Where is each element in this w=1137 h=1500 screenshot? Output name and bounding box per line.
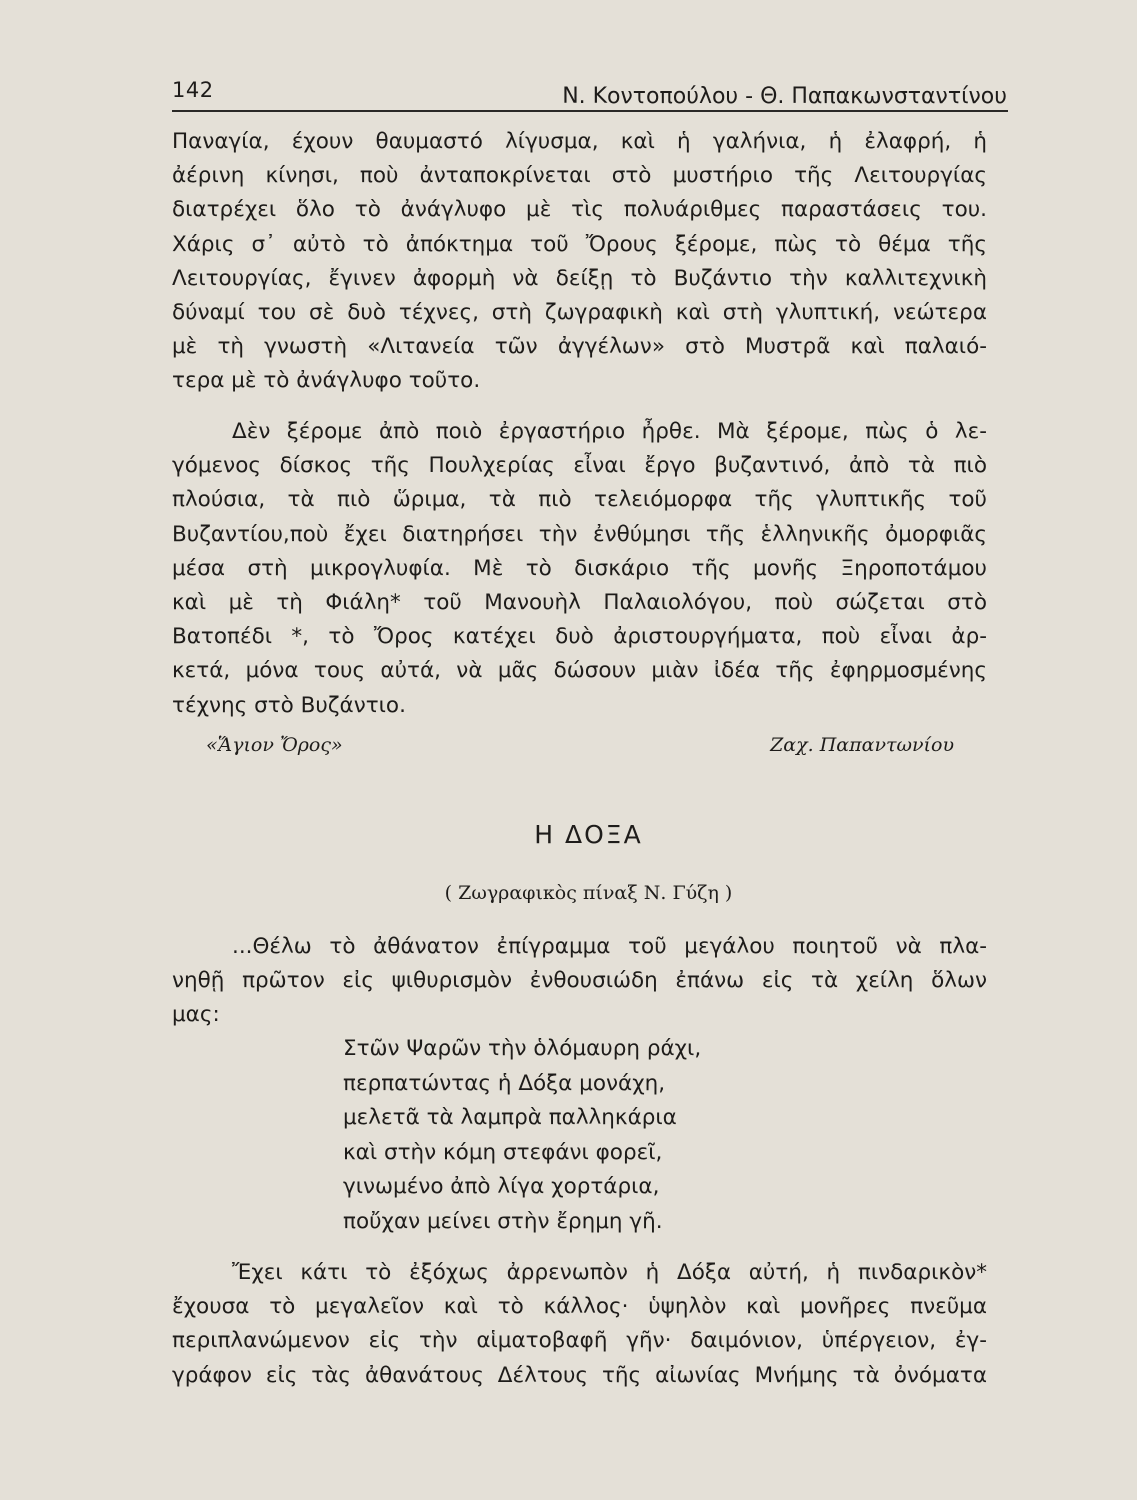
article1-paragraph2 (172, 415, 987, 723)
text-line: τερα μὲ τὸ ἀνάγλυφο τοῦτο. (172, 368, 481, 394)
article2-paragraph (172, 1256, 987, 1393)
text-line: μέσα στὴ μικρογλυφία. Μὲ τὸ δισκάριο τῆς μονῆς Ξηροποτάμου (172, 555, 987, 581)
header-rule (172, 110, 1008, 112)
section-subtitle: ( Ζωγραφικὸς πίναξ Ν. Γύζη ) (444, 882, 733, 904)
poem-line: καὶ στὴν κόμη στεφάνι φορεῖ, (343, 1139, 663, 1165)
poem-line: ποὔχαν μείνει στὴν ἔρημη γῆ. (343, 1208, 663, 1234)
poem-stanza (343, 1032, 701, 1239)
text-line: Παναγία, έχουν θαυμαστό λίγυσμα, καὶ ἡ γαλήνια, ἡ ἐλαφρή, ἡ (172, 129, 987, 154)
text-line: Βυζαντίου,ποὺ ἔχει διατηρήσει τὴν ἐνθύμησι τῆς ἑλληνικῆς ὀμορφιᾶς (172, 521, 987, 547)
text-line: μὲ τὴ γνωστὴ «Λιτανεία τῶν ἀγγέλων» στὸ Μυστρᾶ καὶ παλαιό- (172, 334, 987, 360)
text-line: γόμενος δίσκος τῆς Πουλχερίας εἶναι ἔργο βυζαντινό, ἀπὸ τὰ πιὸ (172, 453, 987, 479)
article2-intro (172, 930, 987, 1033)
text-line: περιπλανώμενον εἰς τὴν αἱματοβαφῆ γῆν· δαιμόνιον, ὑπέργειον, ἐγ- (172, 1328, 987, 1354)
text-line: καὶ μὲ τὴ Φιάλη* τοῦ Μανουὴλ Παλαιολόγου, ποὺ σώζεται στὸ (172, 589, 987, 615)
section-title: Η ΔΟΞΑ (534, 820, 643, 849)
article1-paragraph1 (172, 125, 987, 399)
text-line: Βατοπέδι *, τὸ Ὄρος κατέχει δυὸ ἀριστουργήματα, ποὺ εἶναι ἀρ- (172, 624, 987, 650)
poem-line: Στῶν Ψαρῶν τὴν ὁλόμαυρη ράχι, (343, 1036, 702, 1061)
text-line: πλούσια, τὰ πιὸ ὥριμα, τὰ πιὸ τελειόμορφα τῆς γλυπτικῆς τοῦ (172, 487, 987, 513)
running-title: Ν. Κοντοπούλου - Θ. Παπακωνσταντίνου (562, 84, 1007, 109)
article1-source: «Ἅγιον Ὄρος» (206, 734, 343, 756)
text-line: διατρέχει ὅλο τὸ ἀνάγλυφο μὲ τὶς πολυάριθμες παραστάσεις του. (172, 197, 987, 223)
text-line: Χάρις σ᾽ αὐτὸ τὸ ἀπόκτημα τοῦ Ὄρους ξέρομε, πὼς τὸ θέμα τῆς (172, 231, 987, 257)
text-line: ἀέρινη κίνησι, ποὺ ἀνταποκρίνεται στὸ μυστήριο τῆς Λειτουργίας (172, 163, 987, 189)
text-line: τέχνης στὸ Βυζάντιο. (172, 692, 406, 718)
poem-line: μελετᾶ τὰ λαμπρὰ παλληκάρια (343, 1105, 677, 1130)
text-line: ...Θέλω τὸ ἀθάνατον ἐπίγραμμα τοῦ μεγάλου ποιητοῦ νὰ πλα- (232, 934, 987, 959)
poem-line: περπατώντας ἡ Δόξα μονάχη, (343, 1070, 666, 1096)
text-line: Δὲν ξέρομε ἀπὸ ποιὸ ἐργαστήριο ἦρθε. Μὰ ξέρομε, πὼς ὁ λε- (232, 419, 987, 444)
poem-line: γινωμένο ἀπὸ λίγα χορτάρια, (343, 1174, 660, 1199)
text-line: κετά, μόνα τους αὐτά, νὰ μᾶς δώσουν μιὰν ἰδέα τῆς ἐφηρμοσμένης (172, 658, 987, 684)
text-line: γράφον εἰς τὰς ἀθανάτους Δέλτους τῆς αἰωνίας Μνήμης τὰ ὀνόματα (172, 1362, 987, 1388)
page-number: 142 (172, 78, 214, 102)
text-line: ἔχουσα τὸ μεγαλεῖον καὶ τὸ κάλλος· ὑψηλὸν καὶ μονῆρες πνεῦμα (172, 1294, 987, 1320)
text-line: μας: (172, 1002, 220, 1028)
text-line: Ἔχει κάτι τὸ ἐξόχως ἀρρενωπὸν ἡ Δόξα αὐτή, ἡ πινδαρικὸν* (232, 1260, 987, 1285)
text-line: νηθῇ πρῶτον εἰς ψιθυρισμὸν ἐνθουσιώδη ἐπάνω εἰς τὰ χείλη ὅλων (172, 968, 987, 994)
text-line: Λειτουργίας, ἔγινεν ἀφορμὴ νὰ δείξῃ τὸ Βυζάντιο τὴν καλλιτεχνικὴ (172, 265, 987, 291)
text-line: δύναμί του σὲ δυὸ τέχνες, στὴ ζωγραφικὴ καὶ στὴ γλυπτική, νεώτερα (172, 299, 987, 325)
article1-author: Ζαχ. Παπαντωνίου (770, 734, 954, 756)
